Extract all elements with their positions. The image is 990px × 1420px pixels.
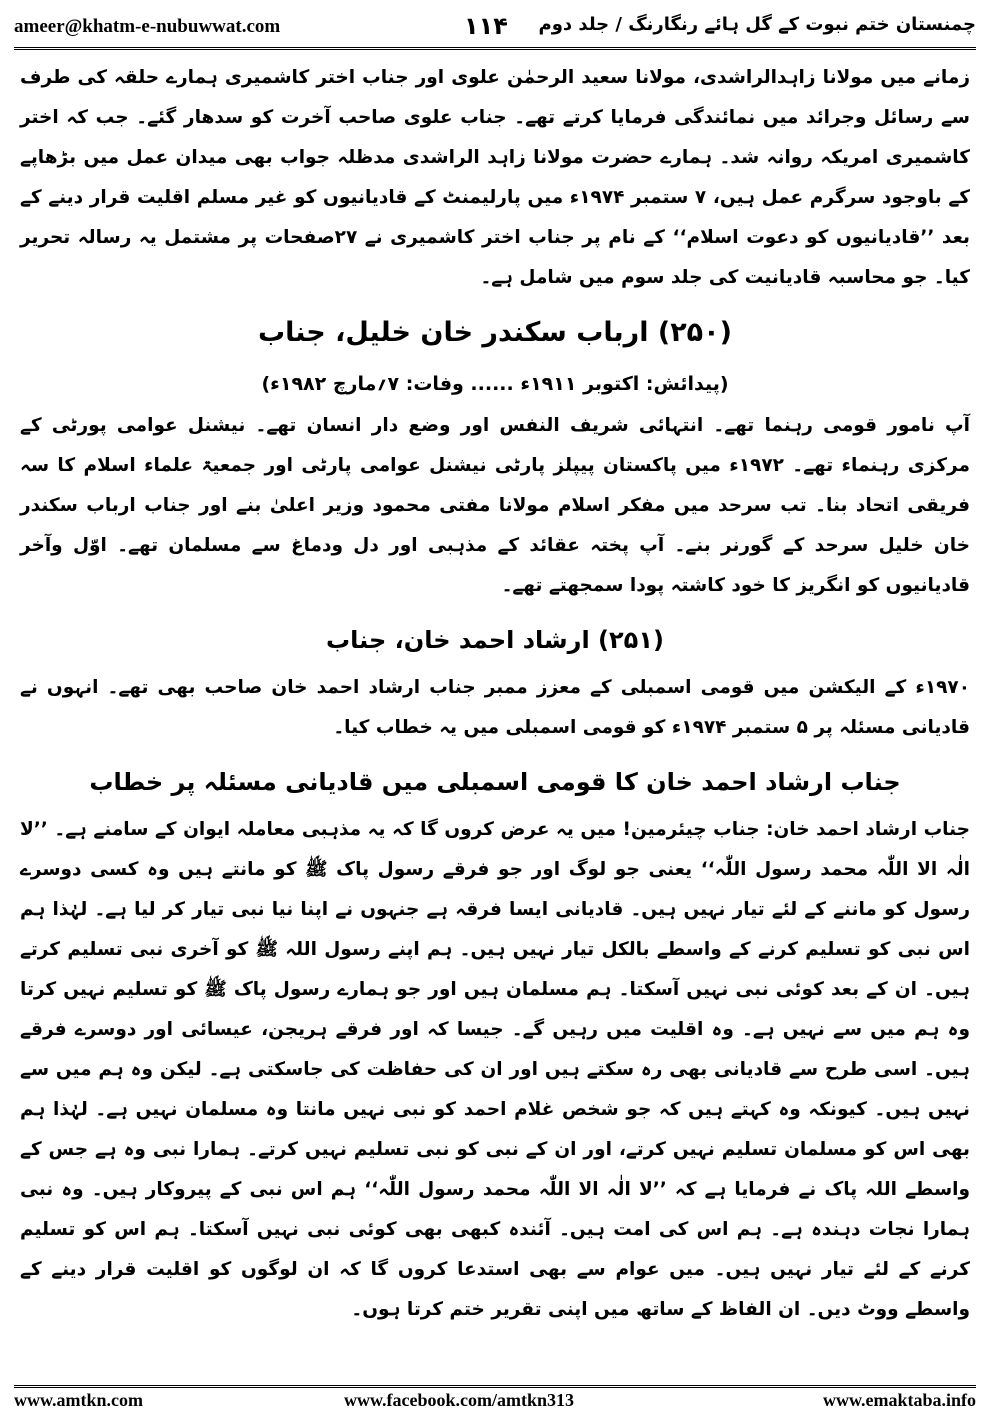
header-email: ameer@khatm-e-nubuwwat.com bbox=[14, 16, 281, 37]
section-250-heading: (۲۵۰) ارباب سکندر خان خلیل، جناب bbox=[257, 317, 732, 348]
footer-link-facebook[interactable]: www.facebook.com/amtkn313 bbox=[344, 1390, 574, 1410]
footer-rule bbox=[14, 1385, 976, 1388]
footer-link-emaktaba[interactable]: www.emaktaba.info bbox=[822, 1390, 976, 1410]
book-title: چمنستان ختم نبوت کے گل ہائے رنگارنگ / جلد دوم bbox=[538, 14, 976, 35]
footer-link-amtkn[interactable]: www.amtkn.com bbox=[14, 1390, 143, 1410]
page-header bbox=[14, 8, 976, 50]
section-251-paragraph: ۱۹۷۰ء کے الیکشن میں قومی اسمبلی کے معزز ممبر جناب ارشاد احمد خان صاحب بھی تھے۔ انہوں نے قادیانی مسئلہ پر ۵ ستمبر ۱۹۷۴ء کو قومی اسمبلی میں یہ خطاب کیا۔ bbox=[20, 677, 970, 738]
speech-paragraph: جناب ارشاد احمد خان: جناب چیئرمین! میں یہ عرض کروں گا کہ یہ مذہبی معاملہ ایوان کے سامنے ہے۔ ’’لا الٰہ الا اللّٰہ محمد رسول اللّٰہ‘‘ یعنی جو لوگ اور جو فرقے رسول پاک ﷺ کو مانتے ہیں وہ کسی دوسرے رسول کو ماننے کے لئے تیار نہیں ہیں۔ قادیانی ایسا فرقہ ہے جنہوں نے اپنا نیا نبی تیار کر لیا ہے۔ لہٰذا ہم اس نبی کو تسلیم کرنے کے واسطے بالکل تیار نہیں ہیں۔ ہم اپنے رسول اللہ ﷺ کو آخری نبی تسلیم کرتے ہیں۔ ان کے بعد کوئی نبی نہیں آسکتا۔ ہم مسلمان ہیں اور جو ہمارے رسول پاک ﷺ کو تسلیم نہیں کرتا وہ ہم میں سے نہیں ہے۔ وہ اقلیت میں رہیں گے۔ جیسا کہ اور فرقے ہریجن، عیسائی اور دوسرے فرقے ہیں۔ اسی طرح سے قادیانی بھی رہ سکتے ہیں اور ان کی حفاظت کی جاسکتی ہے۔ لیکن وہ ہم میں سے نہیں ہیں۔ کیونکہ وہ کہتے ہیں کہ جو شخص غلام احمد کو نبی نہیں مانتا وہ مسلمان نہیں ہے۔ لہٰذا ہم بھی اس کو مسلمان تسلیم نہیں کرتے، اور ان کے نبی کو نبی تسلیم نہیں کرتے۔ ہمارا نبی وہ ہے جس کے واسطے اللہ پاک نے فرمایا ہے کہ ’’لا الٰہ الا اللّٰہ محمد رسول اللّٰہ‘‘ ہم اس نبی کے پیروکار ہیں۔ وہ نبی ہمارا نجات دہندہ ہے۔ ہم اس کی امت ہیں۔ آئندہ کبھی بھی کوئی نبی نہیں آسکتا۔ ہم اس کو تسلیم کرنے کے لئے تیار نہیں ہیں۔ میں عوام سے بھی استدعا کروں گا کہ ان لوگوں کو اقلیت قرار دینے کے واسطے ووٹ دیں۔ ان الفاظ کے ساتھ میں اپنی تقریر ختم کرتا ہوں۔ bbox=[20, 819, 970, 1320]
speech-heading: جناب ارشاد احمد خان کا قومی اسمبلی میں قادیانی مسئلہ پر خطاب bbox=[89, 768, 901, 796]
page-body bbox=[20, 58, 970, 1358]
page-number: ۱۱۴ bbox=[464, 12, 508, 40]
intro-paragraph: زمانے میں مولانا زاہدالراشدی، مولانا سعید الرحمٰن علوی اور جناب اختر کاشمیری ہمارے حلقہ کی طرف سے رسائل وجرائد میں نمائندگی فرمایا کرتے تھے۔ جناب علوی صاحب آخرت کو سدھار گئے۔ جب کہ اختر کاشمیری امریکہ روانہ شد۔ ہمارے حضرت مولانا زاہد الراشدی مدظلہ جواب بھی میدان عمل میں بڑھاپے کے باوجود سرگرم عمل ہیں، ۷ ستمبر ۱۹۷۴ء میں پارلیمنٹ کے قادیانیوں کو غیر مسلم اقلیت قرار دینے کے بعد ’’قادیانیوں کو دعوت اسلام‘‘ کے نام پر جناب اختر کاشمیری نے ۲۷صفحات پر مشتمل یہ رسالہ تحریر کیا۔ جو محاسبہ قادیانیت کی جلد سوم میں شامل ہے۔ bbox=[20, 67, 971, 288]
section-250-paragraph: آپ نامور قومی رہنما تھے۔ انتہائی شریف النفس اور وضع دار انسان تھے۔ نیشنل عوامی پورٹی کے مرکزی رہنماء تھے۔ ۱۹۷۲ء میں پاکستان پیپلز پارٹی نیشنل عوامی پارٹی اور جمعیۃ علماء اسلام کا سہ فریقی اتحاد بنا۔ تب سرحد میں مفکر اسلام مولانا مفتی محمود وزیر اعلیٰ بنے اور جناب ارباب سکندر خان خلیل سرحد کے گورنر بنے۔ آپ پختہ عقائد کے مذہبی اور دل ودماغ سے مسلمان تھے۔ اوّل وآخر قادیانیوں کو انگریز کا خود کاشتہ پودا سمجھتے تھے۔ bbox=[20, 415, 970, 596]
section-251-heading: (۲۵۱) ارشاد احمد خان، جناب bbox=[326, 626, 664, 654]
header-rule bbox=[14, 47, 976, 50]
section-250-dates: (پیدائش: اکتوبر ۱۹۱۱ء ...... وفات: ۷؍مارچ ۱۹۸۲ء) bbox=[261, 373, 729, 395]
page-footer bbox=[14, 1390, 976, 1414]
